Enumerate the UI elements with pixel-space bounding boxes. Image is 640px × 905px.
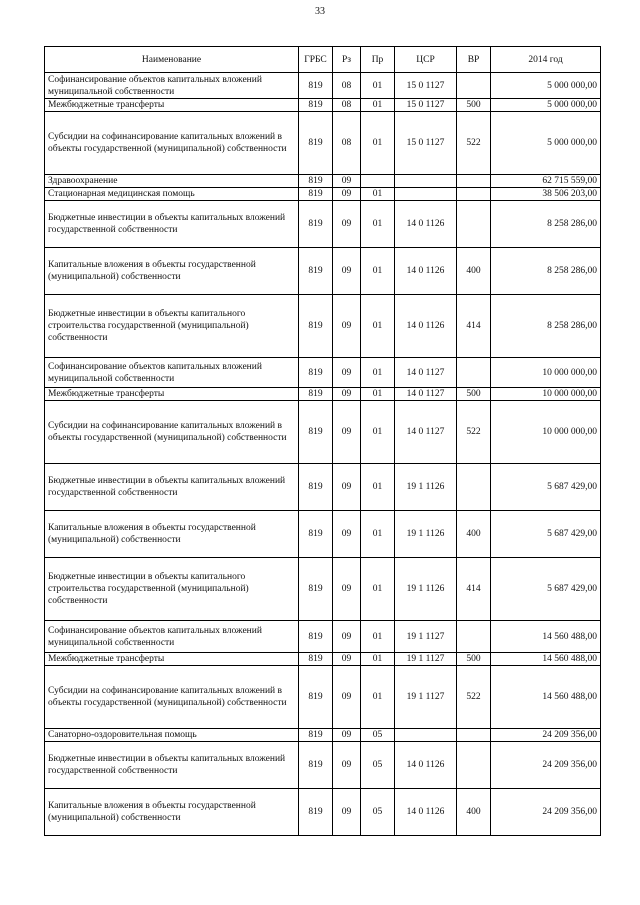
row-name: Бюджетные инвестиции в объекты капитальных вложений государственной собственности bbox=[45, 464, 299, 511]
row-vr: 414 bbox=[457, 295, 491, 358]
row-amount: 8 258 286,00 bbox=[491, 248, 601, 295]
header-vr: ВР bbox=[457, 47, 491, 73]
row-csr: 19 1 1127 bbox=[395, 621, 457, 653]
row-grbs: 819 bbox=[299, 666, 333, 729]
table-row bbox=[45, 112, 601, 175]
row-name: Субсидии на софинансирование капитальных вложений в объекты государственной (муниципальной) собственности bbox=[45, 112, 299, 175]
table-row bbox=[45, 295, 601, 358]
row-rz: 09 bbox=[333, 188, 361, 201]
row-vr: 400 bbox=[457, 511, 491, 558]
row-csr: 14 0 1126 bbox=[395, 295, 457, 358]
table-row bbox=[45, 666, 601, 729]
row-pr: 05 bbox=[361, 742, 395, 789]
table-row bbox=[45, 558, 601, 621]
row-amount: 10 000 000,00 bbox=[491, 401, 601, 464]
header-csr: ЦСР bbox=[395, 47, 457, 73]
row-rz: 09 bbox=[333, 621, 361, 653]
row-pr: 01 bbox=[361, 73, 395, 99]
row-rz: 09 bbox=[333, 358, 361, 388]
header-name: Наименование bbox=[45, 47, 299, 73]
row-grbs: 819 bbox=[299, 201, 333, 248]
row-name: Межбюджетные трансферты bbox=[45, 388, 299, 401]
row-csr: 14 0 1126 bbox=[395, 789, 457, 836]
row-rz: 09 bbox=[333, 653, 361, 666]
table-row bbox=[45, 201, 601, 248]
row-grbs: 819 bbox=[299, 729, 333, 742]
table-row bbox=[45, 248, 601, 295]
row-rz: 09 bbox=[333, 464, 361, 511]
row-csr: 14 0 1126 bbox=[395, 201, 457, 248]
table-row bbox=[45, 789, 601, 836]
row-csr: 19 1 1127 bbox=[395, 653, 457, 666]
row-csr: 15 0 1127 bbox=[395, 73, 457, 99]
row-amount: 24 209 356,00 bbox=[491, 742, 601, 789]
row-vr bbox=[457, 621, 491, 653]
row-pr: 01 bbox=[361, 358, 395, 388]
row-name: Субсидии на софинансирование капитальных вложений в объекты государственной (муниципальной) собственности bbox=[45, 666, 299, 729]
row-rz: 09 bbox=[333, 401, 361, 464]
row-grbs: 819 bbox=[299, 73, 333, 99]
row-amount: 5 000 000,00 bbox=[491, 99, 601, 112]
row-name: Бюджетные инвестиции в объекты капитального строительства государственной (муниципальной) собственности bbox=[45, 295, 299, 358]
row-pr bbox=[361, 175, 395, 188]
table-row bbox=[45, 621, 601, 653]
row-pr: 01 bbox=[361, 112, 395, 175]
row-pr: 01 bbox=[361, 188, 395, 201]
row-name: Софинансирование объектов капитальных вложений муниципальной собственности bbox=[45, 621, 299, 653]
row-pr: 05 bbox=[361, 789, 395, 836]
row-amount: 5 687 429,00 bbox=[491, 511, 601, 558]
row-grbs: 819 bbox=[299, 789, 333, 836]
row-rz: 09 bbox=[333, 295, 361, 358]
row-amount: 24 209 356,00 bbox=[491, 789, 601, 836]
row-pr: 01 bbox=[361, 511, 395, 558]
row-grbs: 819 bbox=[299, 99, 333, 112]
row-rz: 09 bbox=[333, 742, 361, 789]
row-csr: 19 1 1127 bbox=[395, 666, 457, 729]
row-rz: 08 bbox=[333, 73, 361, 99]
row-grbs: 819 bbox=[299, 112, 333, 175]
row-amount: 14 560 488,00 bbox=[491, 653, 601, 666]
page-number: 33 bbox=[315, 6, 325, 17]
row-pr: 01 bbox=[361, 401, 395, 464]
budget-table bbox=[44, 46, 601, 836]
header-pr: Пр bbox=[361, 47, 395, 73]
row-rz: 09 bbox=[333, 175, 361, 188]
row-pr: 01 bbox=[361, 99, 395, 112]
row-vr bbox=[457, 188, 491, 201]
row-name: Межбюджетные трансферты bbox=[45, 99, 299, 112]
row-amount: 24 209 356,00 bbox=[491, 729, 601, 742]
row-vr: 400 bbox=[457, 789, 491, 836]
row-amount: 5 000 000,00 bbox=[491, 112, 601, 175]
header-row bbox=[45, 47, 601, 73]
row-grbs: 819 bbox=[299, 248, 333, 295]
row-vr: 522 bbox=[457, 666, 491, 729]
row-rz: 08 bbox=[333, 99, 361, 112]
row-vr bbox=[457, 358, 491, 388]
row-rz: 09 bbox=[333, 511, 361, 558]
row-amount: 8 258 286,00 bbox=[491, 295, 601, 358]
row-amount: 10 000 000,00 bbox=[491, 358, 601, 388]
row-rz: 09 bbox=[333, 789, 361, 836]
row-csr bbox=[395, 729, 457, 742]
row-vr bbox=[457, 742, 491, 789]
row-vr: 500 bbox=[457, 653, 491, 666]
row-csr: 14 0 1127 bbox=[395, 401, 457, 464]
row-vr bbox=[457, 175, 491, 188]
table-row bbox=[45, 464, 601, 511]
row-name: Софинансирование объектов капитальных вложений муниципальной собственности bbox=[45, 73, 299, 99]
table-row bbox=[45, 653, 601, 666]
row-csr bbox=[395, 188, 457, 201]
row-amount: 38 506 203,00 bbox=[491, 188, 601, 201]
row-amount: 5 687 429,00 bbox=[491, 558, 601, 621]
row-grbs: 819 bbox=[299, 388, 333, 401]
header-rz: Рз bbox=[333, 47, 361, 73]
table-row bbox=[45, 99, 601, 112]
row-grbs: 819 bbox=[299, 295, 333, 358]
row-rz: 09 bbox=[333, 388, 361, 401]
row-vr: 400 bbox=[457, 248, 491, 295]
row-grbs: 819 bbox=[299, 653, 333, 666]
row-rz: 09 bbox=[333, 201, 361, 248]
row-csr: 15 0 1127 bbox=[395, 112, 457, 175]
table-row bbox=[45, 401, 601, 464]
row-grbs: 819 bbox=[299, 401, 333, 464]
row-vr: 522 bbox=[457, 401, 491, 464]
row-csr: 15 0 1127 bbox=[395, 99, 457, 112]
row-vr bbox=[457, 464, 491, 511]
row-vr: 414 bbox=[457, 558, 491, 621]
row-csr: 14 0 1127 bbox=[395, 358, 457, 388]
row-vr bbox=[457, 201, 491, 248]
row-name: Капитальные вложения в объекты государственной (муниципальной) собственности bbox=[45, 511, 299, 558]
row-name: Капитальные вложения в объекты государственной (муниципальной) собственности bbox=[45, 789, 299, 836]
row-csr: 19 1 1126 bbox=[395, 511, 457, 558]
row-name: Субсидии на софинансирование капитальных вложений в объекты государственной (муниципальной) собственности bbox=[45, 401, 299, 464]
row-grbs: 819 bbox=[299, 175, 333, 188]
table-row bbox=[45, 358, 601, 388]
row-pr: 01 bbox=[361, 248, 395, 295]
row-pr: 01 bbox=[361, 621, 395, 653]
row-vr: 522 bbox=[457, 112, 491, 175]
header-year: 2014 год bbox=[491, 47, 601, 73]
row-name: Санаторно-оздоровительная помощь bbox=[45, 729, 299, 742]
row-csr: 19 1 1126 bbox=[395, 464, 457, 511]
row-name: Софинансирование объектов капитальных вложений муниципальной собственности bbox=[45, 358, 299, 388]
table-row bbox=[45, 175, 601, 188]
row-name: Бюджетные инвестиции в объекты капитальных вложений государственной собственности bbox=[45, 201, 299, 248]
row-name: Капитальные вложения в объекты государственной (муниципальной) собственности bbox=[45, 248, 299, 295]
row-rz: 09 bbox=[333, 558, 361, 621]
row-vr bbox=[457, 729, 491, 742]
row-vr: 500 bbox=[457, 388, 491, 401]
row-pr: 01 bbox=[361, 464, 395, 511]
row-rz: 09 bbox=[333, 248, 361, 295]
row-pr: 01 bbox=[361, 295, 395, 358]
row-grbs: 819 bbox=[299, 188, 333, 201]
row-grbs: 819 bbox=[299, 558, 333, 621]
table-row bbox=[45, 73, 601, 99]
row-amount: 10 000 000,00 bbox=[491, 388, 601, 401]
row-pr: 05 bbox=[361, 729, 395, 742]
row-amount: 8 258 286,00 bbox=[491, 201, 601, 248]
row-csr: 14 0 1126 bbox=[395, 248, 457, 295]
row-rz: 08 bbox=[333, 112, 361, 175]
row-amount: 62 715 559,00 bbox=[491, 175, 601, 188]
row-amount: 14 560 488,00 bbox=[491, 666, 601, 729]
row-csr: 14 0 1126 bbox=[395, 742, 457, 789]
row-name: Межбюджетные трансферты bbox=[45, 653, 299, 666]
row-pr: 01 bbox=[361, 201, 395, 248]
row-pr: 01 bbox=[361, 666, 395, 729]
row-rz: 09 bbox=[333, 666, 361, 729]
table-row bbox=[45, 388, 601, 401]
table-body bbox=[45, 73, 601, 836]
row-amount: 5 687 429,00 bbox=[491, 464, 601, 511]
row-grbs: 819 bbox=[299, 742, 333, 789]
row-name: Стационарная медицинская помощь bbox=[45, 188, 299, 201]
row-pr: 01 bbox=[361, 653, 395, 666]
row-name: Бюджетные инвестиции в объекты капитального строительства государственной (муниципальной) собственности bbox=[45, 558, 299, 621]
table-row bbox=[45, 742, 601, 789]
row-vr bbox=[457, 73, 491, 99]
row-csr: 14 0 1127 bbox=[395, 388, 457, 401]
row-grbs: 819 bbox=[299, 511, 333, 558]
row-amount: 5 000 000,00 bbox=[491, 73, 601, 99]
row-amount: 14 560 488,00 bbox=[491, 621, 601, 653]
header-grbs: ГРБС bbox=[299, 47, 333, 73]
table-row bbox=[45, 729, 601, 742]
row-rz: 09 bbox=[333, 729, 361, 742]
row-name: Здравоохранение bbox=[45, 175, 299, 188]
row-csr bbox=[395, 175, 457, 188]
table-row bbox=[45, 188, 601, 201]
table-row bbox=[45, 511, 601, 558]
row-grbs: 819 bbox=[299, 621, 333, 653]
row-grbs: 819 bbox=[299, 464, 333, 511]
row-pr: 01 bbox=[361, 558, 395, 621]
row-vr: 500 bbox=[457, 99, 491, 112]
row-grbs: 819 bbox=[299, 358, 333, 388]
row-pr: 01 bbox=[361, 388, 395, 401]
row-name: Бюджетные инвестиции в объекты капитальных вложений государственной собственности bbox=[45, 742, 299, 789]
row-csr: 19 1 1126 bbox=[395, 558, 457, 621]
